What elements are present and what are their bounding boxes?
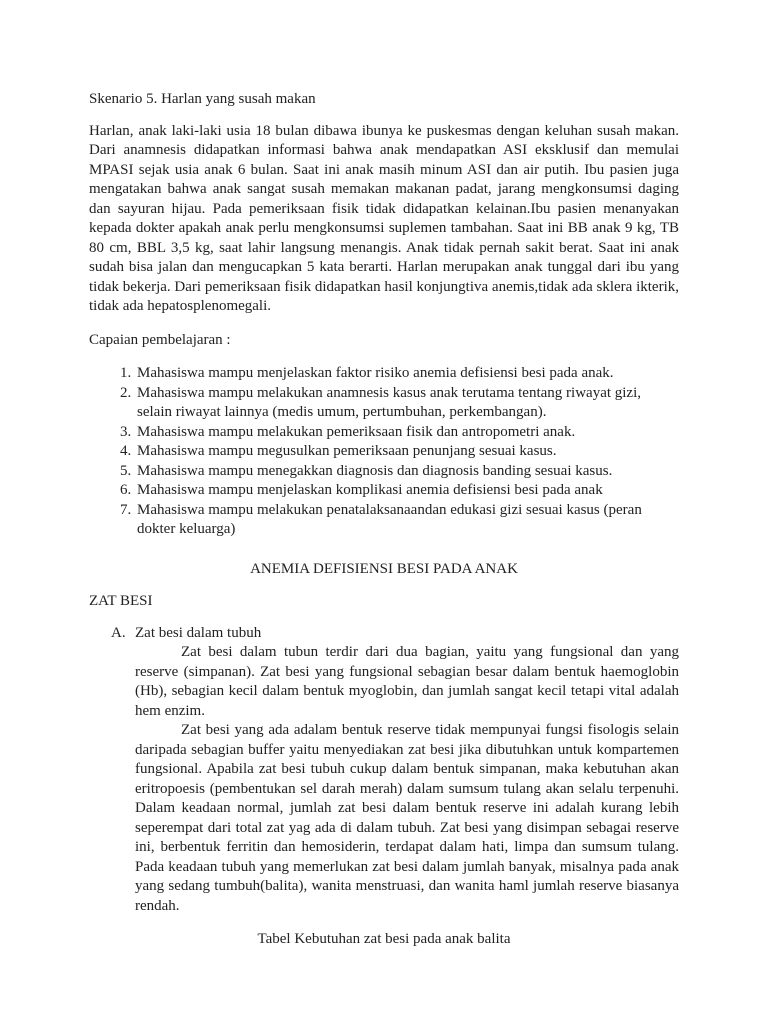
learning-outcome-item: 7. Mahasiswa mampu melakukan penatalaksanaandan edukasi gizi sesuai kasus (peran dokter keluarga) [135, 501, 679, 540]
document-content [89, 90, 679, 950]
main-heading: ANEMIA DEFISIENSI BESI PADA ANAK [250, 560, 518, 577]
subsection-body [135, 643, 679, 916]
learning-outcome-item: 2. Mahasiswa mampu melakukan anamnesis kasus anak terutama tentang riwayat gizi, selain riwayat lainnya (medis umum, pertumbuhan, perkembangan). [135, 384, 679, 423]
subsection-title: Zat besi dalam tubuh [135, 624, 262, 641]
section-heading: ZAT BESI [89, 593, 153, 609]
table-caption: Tabel Kebutuhan zat besi pada anak balita [257, 931, 511, 947]
body-paragraph: Zat besi dalam tubun terdir dari dua bagian, yaitu yang fungsional dan yang reserve (simpanan). Zat besi yang fungsional sebagian besar dalam bentuk haemoglobin (Hb), sebagian kecil dalam bentuk myoglobin, dan jumlah sangat kecil tetapi vital adalah hem enzim. [135, 644, 679, 719]
subsection-label: A. [111, 624, 126, 641]
learning-outcome-item: 4. Mahasiswa mampu megusulkan pemeriksaan penunjang sesuai kasus. [135, 442, 679, 462]
learning-outcomes-heading: Capaian pembelajaran : [89, 331, 231, 348]
learning-outcome-item: 1. Mahasiswa mampu menjelaskan faktor risiko anemia defisiensi besi pada anak. [135, 364, 679, 384]
body-paragraph: Zat besi yang ada adalam bentuk reserve tidak mempunyai fungsi fisologis selain daripada sebagian buffer yaitu menyediakan zat besi jika dibutuhkan untuk kompartemen fungsional. Apabila zat besi tubuh cukup dalam bentuk simpanan, maka kebutuhan akan eritropoesis (pembentukan sel darah merah) dalam sumsum tulang akan selalu terpenuhi. Dalam keadaan normal, jumlah zat besi dalam bentuk reserve ini adalah kurang lebih seperempat dari total zat yag ada di dalam tubuh. Zat besi yang disimpan sebagai reserve ini, berbentuk ferritin dan hemosiderin, terdapat dalam hati, limpa dan sumsum tulang. Pada keadaan tubuh yang memerlukan zat besi dalam jumlah banyak, misalnya pada anak yang sedang tumbuh(balita), wanita menstruasi, dan wanita haml jumlah reserve biasanya rendah. [135, 722, 679, 914]
learning-outcomes-list [89, 364, 679, 540]
subsection-heading [111, 624, 679, 644]
learning-outcome-item: 6. Mahasiswa mampu menjelaskan komplikasi anemia defisiensi besi pada anak [135, 481, 679, 501]
learning-outcome-item: 3. Mahasiswa mampu melakukan pemeriksaan fisik dan antropometri anak. [135, 423, 679, 443]
learning-outcome-item: 5. Mahasiswa mampu menegakkan diagnosis dan diagnosis banding sesuai kasus. [135, 462, 679, 482]
scenario-paragraph: Harlan, anak laki-laki usia 18 bulan dibawa ibunya ke puskesmas dengan keluhan susah makan. Dari anamnesis didapatkan informasi bahwa anak mendapatkan ASI eksklusif dan memulai MPASI sejak usia anak 6 bulan. Saat ini anak masih minum ASI dan air putih. Ibu pasien juga mengatakan bahwa anak sangat susah memakan makanan padat, jarang mengkonsumsi daging dan sayuran hijau. Pada pemeriksaan fisik tidak didapatkan kelainan.Ibu pasien menanyakan kepada dokter apakah anak perlu mengkonsumsi suplemen tambahan. Saat ini BB anak 9 kg, TB 80 cm, BBL 3,5 kg, saat lahir langsung menangis. Anak tidak pernah sakit berat. Saat ini anak sudah bisa jalan dan mengucapkan 5 kata berarti. Harlan merupakan anak tunggal dari ibu yang tidak bekerja. Dari pemeriksaan fisik didapatkan hasil konjungtiva anemis,tidak ada sklera ikterik, tidak ada hepatosplenomegali. [89, 122, 679, 314]
scenario-title: Skenario 5. Harlan yang susah makan [89, 91, 316, 107]
